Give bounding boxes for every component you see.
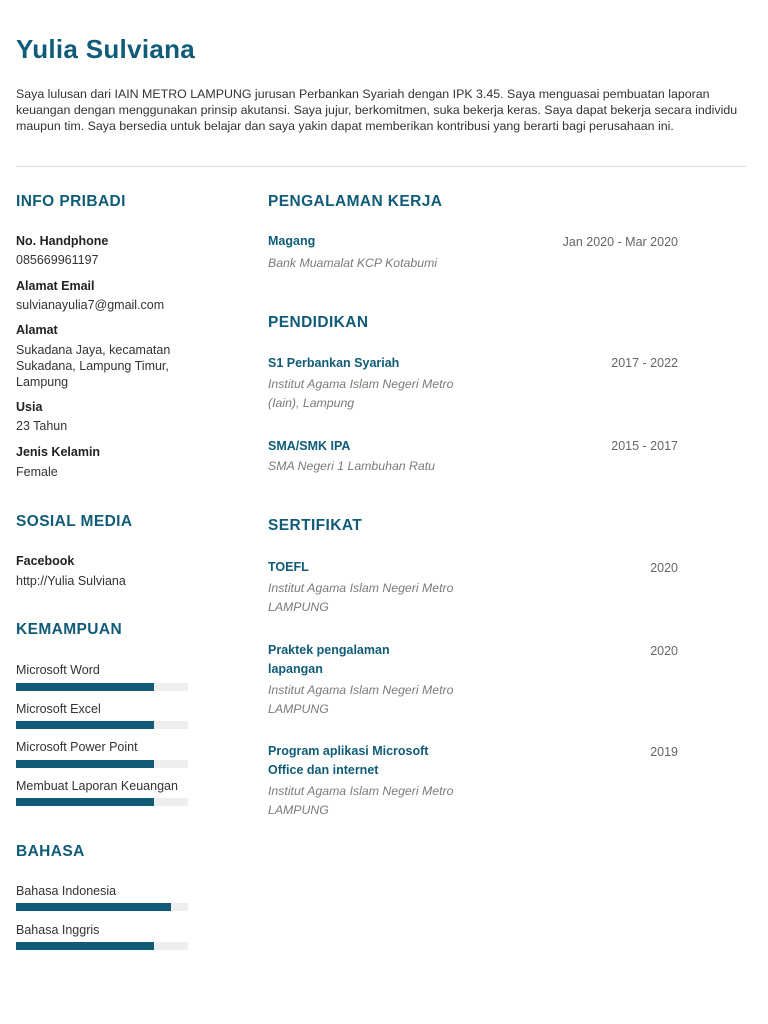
language-bar (16, 942, 188, 950)
language-bar (16, 903, 188, 911)
skill-bar-fill (16, 721, 154, 729)
address-label: Alamat (16, 323, 58, 337)
education-title: SMA/SMK IPA (268, 439, 351, 453)
skill-bar-fill (16, 798, 154, 806)
gender-value: Female (16, 465, 58, 479)
skill-bar (16, 798, 188, 806)
skill-bar (16, 683, 188, 691)
age-value: 23 Tahun (16, 419, 68, 433)
email-label: Alamat Email (16, 279, 95, 293)
certificate-title: TOEFL (268, 560, 309, 574)
skill-label: Microsoft Word (16, 663, 100, 677)
certificate-issuer: Institut Agama Islam Negeri Metro LAMPUNG (268, 784, 454, 817)
phone-value: 085669961197 (16, 253, 99, 267)
email-value: sulvianayulia7@gmail.com (16, 298, 165, 312)
profile-summary: Saya lulusan dari IAIN METRO LAMPUNG jurusan Perbankan Syariah dengan IPK 3.45. Saya menguasai pembuatan laporan keuangan dengan menggunakan prinsip akutansi. Saya jujur, berkomitmen, suka bekerja keras. Saya dapat bekerja secara individu maupun tim. Saya bersedia untuk belajar dan saya yakin dapat memberikan kontribusi yang berarti bagi perusahaan ini. (16, 87, 738, 133)
certificate-date: 2020 (650, 644, 678, 658)
skill-bar-fill (16, 760, 154, 768)
certificate-date: 2020 (650, 561, 678, 575)
section-title-info-pribadi: INFO PRIBADI (16, 193, 126, 210)
experience-date: Jan 2020 - Mar 2020 (562, 235, 678, 249)
skill-label: Membuat Laporan Keuangan (16, 779, 178, 793)
section-title-sertifikat: SERTIFIKAT (268, 517, 363, 534)
section-title-pengalaman-kerja: PENGALAMAN KERJA (268, 193, 443, 210)
skill-bar (16, 760, 188, 768)
phone-label: No. Handphone (16, 234, 109, 248)
skill-bar (16, 721, 188, 729)
education-institution: SMA Negeri 1 Lambuhan Ratu (268, 459, 436, 473)
experience-company: Bank Muamalat KCP Kotabumi (268, 256, 438, 270)
language-bar-fill (16, 903, 171, 911)
age-label: Usia (16, 400, 43, 414)
certificate-date: 2019 (650, 745, 678, 759)
certificate-issuer: Institut Agama Islam Negeri Metro LAMPUNG (268, 581, 454, 614)
section-title-pendidikan: PENDIDIKAN (268, 314, 369, 331)
language-bar-fill (16, 942, 154, 950)
certificate-title: Program aplikasi Microsoft Office dan internet (268, 744, 429, 777)
education-title: S1 Perbankan Syariah (268, 356, 400, 370)
experience-title: Magang (268, 234, 316, 248)
education-date: 2015 - 2017 (611, 439, 678, 453)
language-label: Bahasa Inggris (16, 923, 100, 937)
skill-label: Microsoft Excel (16, 702, 101, 716)
section-title-sosial-media: SOSIAL MEDIA (16, 513, 133, 530)
education-date: 2017 - 2022 (611, 356, 678, 370)
address-value: Sukadana Jaya, kecamatan Sukadana, Lampung Timur, Lampung (16, 343, 171, 389)
section-title-bahasa: BAHASA (16, 843, 85, 860)
certificate-title: Praktek pengalaman lapangan (268, 643, 390, 676)
skill-bar-fill (16, 683, 154, 691)
gender-label: Jenis Kelamin (16, 445, 101, 459)
language-label: Bahasa Indonesia (16, 884, 117, 898)
candidate-name: Yulia Sulviana (16, 34, 196, 64)
section-title-kemampuan: KEMAMPUAN (16, 621, 123, 638)
skill-label: Microsoft Power Point (16, 740, 138, 754)
facebook-label: Facebook (16, 554, 75, 568)
certificate-issuer: Institut Agama Islam Negeri Metro LAMPUNG (268, 683, 454, 716)
facebook-value: http://Yulia Sulviana (16, 574, 126, 588)
header-divider (16, 166, 746, 167)
education-institution: Institut Agama Islam Negeri Metro (Iain), Lampung (268, 377, 454, 410)
